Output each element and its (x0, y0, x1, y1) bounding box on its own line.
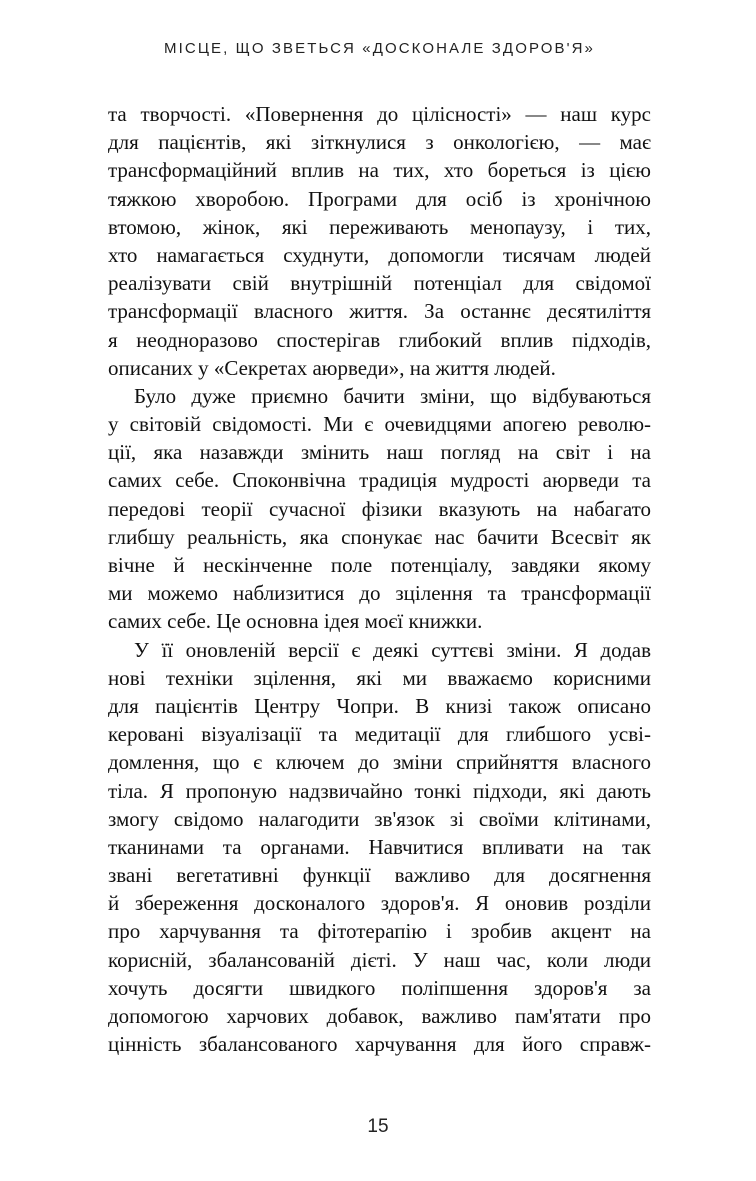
text-line: трансформаційний вплив на тих, хто бореться із цією (108, 158, 651, 183)
text-line: втомою, жінок, які переживають менопаузу, і тих, (108, 214, 651, 239)
text-line: реалізувати свій внутрішній потенціал для свідомої (108, 271, 651, 296)
text-line: нові техніки зцілення, які ми вважаємо корисними (108, 665, 651, 690)
text-line: описаних у «Секретах аюрведи», на життя людей. (108, 355, 556, 380)
text-line: самих себе. Це основна ідея моєї книжки. (108, 609, 483, 634)
text-line: Було дуже приємно бачити зміни, що відбуваються (134, 383, 651, 408)
text-line: звані вегетативні функції важливо для досягнення (108, 863, 651, 888)
text-line: ми можемо наблизитися до зцілення та трансформації (108, 581, 651, 606)
text-line: домлення, що є ключем до зміни сприйняття власного (108, 750, 651, 775)
text-line: самих себе. Споконвічна традиція мудрості аюрведи та (108, 468, 651, 493)
body-text (108, 100, 651, 1058)
text-line: про харчування та фітотерапію і зробив акцент на (108, 919, 651, 944)
text-line: для пацієнтів Центру Чопри. В книзі також описано (108, 693, 651, 718)
text-line: тканинами та органами. Навчитися впливати на так (108, 834, 651, 859)
text-line: допомогою харчових добавок, важливо пам'ятати про (108, 1004, 651, 1028)
paragraph (108, 100, 651, 382)
text-line: цінність збалансованого харчування для його справж- (108, 1032, 651, 1057)
text-line: й збереження досконалого здоров'я. Я оновив розділи (108, 891, 651, 916)
text-line: У її оновленій версії є деякі суттєві зміни. Я додав (134, 637, 651, 662)
text-line: ції, яка назавжди змінить наш погляд на світ і на (108, 440, 651, 465)
text-line: тяжкою хворобою. Програми для осіб із хронічною (108, 186, 651, 211)
paragraph (108, 382, 651, 636)
paragraph (108, 636, 651, 1059)
text-line: трансформації власного життя. За останнє десятиліття (108, 299, 651, 324)
running-head: МІСЦЕ, ЩО ЗВЕТЬСЯ «ДОСКОНАЛЕ ЗДОРОВ'Я» (164, 40, 595, 57)
text-line: глибшу реальність, яка спонукає нас бачити Всесвіт як (108, 524, 651, 549)
text-line: хто намагається схуднути, допомогли тисячам людей (108, 242, 651, 267)
text-line: та творчості. «Повернення до цілісності» — наш курс (108, 102, 651, 126)
text-line: у світовій свідомості. Ми є очевидцями апогею револю- (108, 412, 651, 437)
text-line: змогу свідомо налагодити зв'язок зі своїми клітинами, (108, 806, 651, 831)
text-line: тіла. Я пропоную надзвичайно тонкі підходи, які дають (108, 778, 651, 803)
page-number: 15 (367, 1116, 389, 1137)
text-line: передові теорії сучасної фізики вказують на набагато (108, 496, 651, 521)
text-line: хочуть досягти швидкого поліпшення здоров'я за (108, 975, 651, 1000)
text-line: керовані візуалізації та медитації для глибшого усві- (108, 722, 651, 747)
text-line: корисній, збалансованій дієті. У наш час, коли люди (108, 947, 651, 972)
text-line: вічне й нескінченне поле потенціалу, завдяки якому (108, 553, 651, 577)
text-line: для пацієнтів, які зіткнулися з онкологією, — має (108, 130, 651, 155)
text-line: я неодноразово спостерігав глибокий вплив підходів, (108, 327, 651, 352)
